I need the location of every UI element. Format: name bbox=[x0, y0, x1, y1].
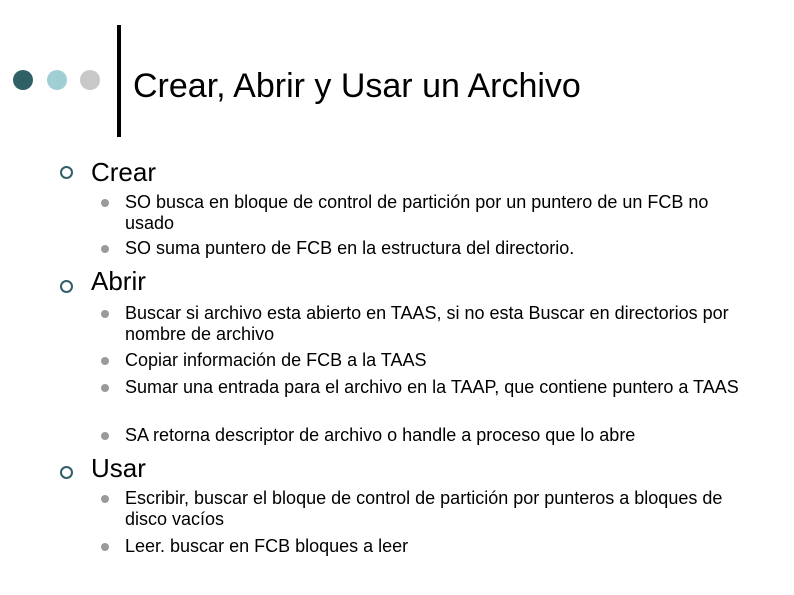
list-item: Escribir, buscar el bloque de control de partición por punteros a bloques de disco vacíos bbox=[125, 488, 723, 529]
section-heading-crear: Crear bbox=[91, 157, 157, 187]
section-heading-abrir: Abrir bbox=[91, 266, 146, 296]
square-bullet-icon bbox=[101, 543, 109, 551]
square-bullet-icon bbox=[101, 310, 109, 318]
square-bullet-icon bbox=[101, 432, 109, 440]
decorative-dot-gray bbox=[80, 70, 100, 90]
list-item: SO busca en bloque de control de partición por un puntero de un FCB no usado bbox=[125, 192, 709, 233]
square-bullet-icon bbox=[101, 245, 109, 253]
square-bullet-icon bbox=[101, 199, 109, 207]
square-bullet-icon bbox=[101, 384, 109, 392]
circle-bullet-icon bbox=[60, 280, 73, 293]
list-item: Sumar una entrada para el archivo en la TAAP, que contiene puntero a TAAS bbox=[125, 377, 739, 397]
title-divider bbox=[117, 25, 121, 137]
list-item: Copiar información de FCB a la TAAS bbox=[125, 350, 427, 370]
section-heading-usar: Usar bbox=[91, 453, 146, 483]
list-item: SA retorna descriptor de archivo o handle a proceso que lo abre bbox=[125, 425, 636, 445]
decorative-dot-light bbox=[47, 70, 67, 90]
square-bullet-icon bbox=[101, 495, 109, 503]
circle-bullet-icon bbox=[60, 466, 73, 479]
list-item: Buscar si archivo esta abierto en TAAS, si no esta Buscar en directorios por nombre de archivo bbox=[125, 303, 729, 344]
list-item: SO suma puntero de FCB en la estructura del directorio. bbox=[125, 238, 575, 258]
square-bullet-icon bbox=[101, 357, 109, 365]
list-item: Leer. buscar en FCB bloques a leer bbox=[125, 536, 409, 556]
slide-title: Crear, Abrir y Usar un Archivo bbox=[133, 67, 581, 105]
decorative-dot-dark bbox=[13, 70, 33, 90]
circle-bullet-icon bbox=[60, 166, 73, 179]
